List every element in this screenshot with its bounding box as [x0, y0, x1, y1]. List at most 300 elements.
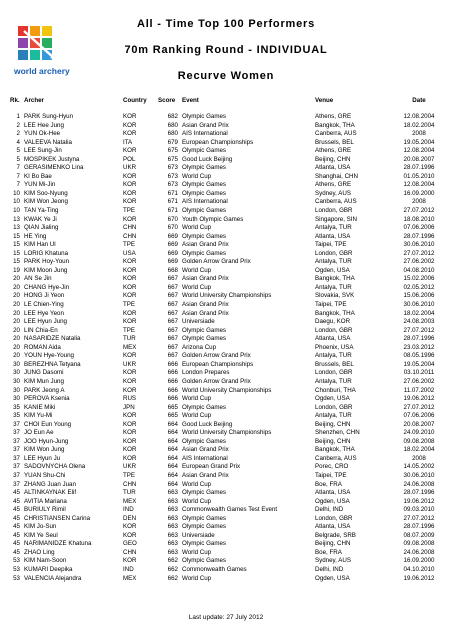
cell-venue: London, GBR: [315, 369, 353, 377]
cell-rank: 13: [13, 215, 20, 223]
table-row: [0, 301, 452, 310]
cell-archer: JUNG Dasomi: [24, 369, 64, 377]
last-update-footer: Last update: 27 July 2012: [188, 614, 264, 621]
cell-date: 08.05.1996: [403, 352, 435, 360]
cell-score: 671: [167, 198, 178, 206]
cell-event: European Championships: [182, 360, 254, 368]
cell-date: 28.07.1996: [403, 523, 435, 531]
cell-event: Universiade: [182, 318, 215, 326]
cell-archer: YUN Mi-Jin: [24, 181, 56, 189]
table-row: [0, 446, 452, 455]
cell-date: 28.07.1996: [403, 232, 435, 240]
table-row: [0, 421, 452, 430]
table-row: [0, 216, 452, 225]
cell-score: 664: [167, 471, 178, 479]
cell-country: KOR: [123, 258, 137, 266]
cell-date: 23.03.2012: [403, 343, 435, 351]
cell-venue: Phoenix, USA: [315, 343, 354, 351]
cell-venue: Atlanta, USA: [315, 489, 351, 497]
cell-venue: Athens, GRE: [315, 181, 352, 189]
cell-event: European Grand Prix: [182, 463, 241, 471]
cell-score: 662: [167, 565, 178, 573]
cell-date: 30.06.2010: [403, 471, 435, 479]
cell-event: Arizona Cup: [182, 343, 217, 351]
cell-date: 07.06.2006: [403, 224, 435, 232]
cell-archer: ALTINKAYNAK Elif: [24, 489, 77, 497]
cell-rank: 20: [13, 275, 20, 283]
cell-archer: KIM Won Jeong: [24, 198, 68, 206]
cell-score: 664: [167, 437, 178, 445]
cell-venue: Antalya, TUR: [315, 258, 352, 266]
cell-date: 16.09.2000: [403, 189, 435, 197]
cell-score: 669: [167, 241, 178, 249]
cell-date: 01.05.2010: [403, 172, 435, 180]
cell-venue: Ogden, USA: [315, 497, 350, 505]
cell-country: KOR: [123, 266, 137, 274]
cell-event: Golden Arrow Grand Prix: [182, 377, 251, 385]
cell-venue: Beijing, CHN: [315, 155, 351, 163]
column-header-score: Score: [158, 97, 176, 104]
table-row: [0, 463, 452, 472]
table-row: [0, 241, 452, 250]
cell-archer: CHOI Eun Young: [24, 420, 72, 428]
cell-event: World University Championships: [182, 386, 272, 394]
cell-venue: Taipei, TPE: [315, 241, 347, 249]
cell-archer: KIM Nam-Soon: [24, 557, 67, 565]
cell-archer: JOO Hyun-Jung: [24, 437, 69, 445]
cell-venue: Delhi, IND: [315, 506, 344, 514]
cell-score: 667: [167, 343, 178, 351]
cell-rank: 37: [13, 454, 20, 462]
cell-country: CHN: [123, 480, 137, 488]
cell-archer: HONG Ji Yeon: [24, 292, 65, 300]
cell-archer: PARK Jeong A: [24, 386, 65, 394]
cell-rank: 37: [13, 480, 20, 488]
table-row: [0, 489, 452, 498]
cell-archer: LE Chien-Ying: [24, 301, 64, 309]
cell-archer: QIAN Jialing: [24, 224, 59, 232]
cell-venue: London, GBR: [315, 326, 353, 334]
cell-event: London Prepares: [182, 369, 230, 377]
cell-score: 664: [167, 454, 178, 462]
cell-venue: London, GBR: [315, 207, 353, 215]
cell-archer: CHANG Hye-Jin: [24, 283, 70, 291]
cell-score: 663: [167, 514, 178, 522]
cell-event: Asian Grand Prix: [182, 446, 229, 454]
cell-archer: VALEEVA Natalia: [24, 138, 72, 146]
cell-event: Olympic Games: [182, 403, 227, 411]
cell-venue: Atlanta, USA: [315, 523, 351, 531]
cell-country: KOR: [123, 198, 137, 206]
cell-country: KOR: [123, 181, 137, 189]
cell-rank: 10: [13, 189, 20, 197]
cell-venue: Athens, GRE: [315, 113, 352, 120]
cell-event: Good Luck Beijing: [182, 155, 233, 163]
cell-date: 18.02.2004: [403, 446, 435, 454]
table-row: [0, 224, 452, 233]
cell-event: Commonwealth Games Test Event: [182, 506, 278, 514]
cell-event: World Cup: [182, 224, 212, 232]
cell-date: 20.08.2007: [403, 420, 435, 428]
cell-date: 09.08.2008: [403, 540, 435, 548]
cell-date: 2008: [412, 454, 426, 462]
table-row: [0, 258, 452, 267]
table-row: [0, 284, 452, 293]
cell-rank: 2: [16, 130, 20, 138]
cell-event: World University Championships: [182, 429, 272, 437]
logo-text: world archery: [14, 66, 70, 76]
cell-score: 664: [167, 429, 178, 437]
cell-archer: YUAN Shu-Chi: [24, 471, 66, 479]
cell-archer: ROMAN Aida: [24, 343, 61, 351]
cell-rank: 37: [13, 437, 20, 445]
cell-archer: KIM Moon Jung: [24, 266, 68, 274]
cell-date: 24.09.2010: [403, 429, 435, 437]
cell-date: 14.05.2002: [403, 463, 435, 471]
cell-score: 668: [167, 266, 178, 274]
cell-score: 662: [167, 574, 178, 582]
cell-archer: LEE Hyun Jung: [24, 318, 67, 326]
table-row: [0, 395, 452, 404]
cell-rank: 37: [13, 446, 20, 454]
cell-venue: Beijing, CHN: [315, 540, 351, 548]
cell-date: 27.07.2012: [403, 249, 435, 257]
cell-country: IND: [123, 506, 134, 514]
cell-country: TPE: [123, 241, 136, 249]
cell-venue: London, GBR: [315, 403, 353, 411]
table-row: [0, 275, 452, 284]
cell-country: USA: [123, 249, 136, 257]
cell-country: TUR: [123, 335, 136, 343]
cell-score: 667: [167, 318, 178, 326]
table-row: [0, 352, 452, 361]
cell-archer: ZHANG Juan Juan: [24, 480, 76, 488]
cell-event: Good Luck Beijing: [182, 420, 233, 428]
cell-rank: 30: [13, 386, 20, 394]
cell-score: 664: [167, 446, 178, 454]
cell-rank: 45: [13, 548, 20, 556]
cell-event: Olympic Games: [182, 113, 227, 120]
cell-score: 667: [167, 275, 178, 283]
cell-venue: London, GBR: [315, 514, 353, 522]
cell-event: Asian Grand Prix: [182, 301, 229, 309]
cell-date: 24.06.2008: [403, 548, 435, 556]
cell-venue: London, GBR: [315, 249, 353, 257]
table-row: [0, 173, 452, 182]
cell-venue: Beijing, CHN: [315, 420, 351, 428]
cell-score: 665: [167, 403, 178, 411]
cell-venue: Canberra, AUS: [315, 198, 357, 206]
cell-rank: 37: [13, 471, 20, 479]
cell-score: 673: [167, 164, 178, 172]
cell-venue: Slovakia, SVK: [315, 292, 355, 300]
cell-country: KOR: [123, 283, 137, 291]
cell-country: TUR: [123, 489, 136, 497]
column-header-rank: Rk.: [10, 97, 20, 104]
cell-rank: 7: [16, 172, 20, 180]
cell-event: Olympic Games: [182, 514, 227, 522]
cell-country: KOR: [123, 386, 137, 394]
rankings-table-body: [0, 113, 452, 583]
cell-date: 07.06.2006: [403, 412, 435, 420]
cell-country: KOR: [123, 215, 137, 223]
cell-archer: KIM Yu-Mi: [24, 412, 53, 420]
cell-archer: VALENCIA Alejandra: [24, 574, 82, 582]
cell-event: Universiade: [182, 531, 215, 539]
cell-rank: 53: [13, 565, 20, 573]
cell-event: World University Championships: [182, 292, 272, 300]
cell-score: 666: [167, 386, 178, 394]
cell-archer: YOUN Hye-Young: [24, 352, 74, 360]
cell-date: 2008: [412, 198, 426, 206]
cell-rank: 10: [13, 207, 20, 215]
cell-score: 680: [167, 130, 178, 138]
cell-venue: Daegu, KOR: [315, 318, 351, 326]
cell-rank: 45: [13, 540, 20, 548]
cell-archer: BEREZHNA Tetyana: [24, 360, 81, 368]
cell-country: POL: [123, 155, 136, 163]
table-row: [0, 378, 452, 387]
cell-score: 666: [167, 369, 178, 377]
cell-event: World Cup: [182, 574, 212, 582]
cell-event: World Cup: [182, 497, 212, 505]
cell-score: 663: [167, 489, 178, 497]
cell-rank: 15: [13, 241, 20, 249]
cell-country: CHN: [123, 548, 137, 556]
cell-archer: KIM Mun Jung: [24, 377, 64, 385]
table-row: [0, 139, 452, 148]
cell-country: UKR: [123, 463, 137, 471]
cell-country: CHN: [123, 224, 137, 232]
cell-archer: SADOVNYCHA Olena: [24, 463, 86, 471]
cell-country: KOR: [123, 454, 137, 462]
category-title: Recurve Women: [177, 70, 275, 82]
table-row: [0, 147, 452, 156]
cell-date: 28.07.1996: [403, 335, 435, 343]
cell-country: TPE: [123, 326, 136, 334]
cell-event: Asian Grand Prix: [182, 471, 229, 479]
cell-event: Olympic Games: [182, 437, 227, 445]
cell-archer: LEE Hee Jung: [24, 121, 64, 129]
cell-archer: LEE Hyun Ju: [24, 454, 61, 462]
cell-date: 28.07.1996: [403, 489, 435, 497]
cell-rank: 20: [13, 326, 20, 334]
cell-event: Olympic Games: [182, 523, 227, 531]
cell-venue: Beijing, CHN: [315, 437, 351, 445]
cell-rank: 20: [13, 301, 20, 309]
cell-score: 675: [167, 147, 178, 155]
cell-rank: 30: [13, 369, 20, 377]
cell-date: 12.08.2004: [403, 181, 435, 189]
cell-country: TPE: [123, 471, 136, 479]
cell-archer: LORIG Khatuna: [24, 249, 69, 257]
cell-archer: HE Ying: [24, 232, 47, 240]
table-row: [0, 566, 452, 575]
cell-archer: JO Eun Ae: [24, 429, 54, 437]
cell-date: 12.08.2004: [403, 113, 435, 120]
table-row: [0, 344, 452, 353]
cell-rank: 10: [13, 198, 20, 206]
cell-country: KOR: [123, 412, 137, 420]
cell-archer: GERASIMENKO Lina: [24, 164, 84, 172]
table-row: [0, 540, 452, 549]
table-row: [0, 292, 452, 301]
cell-rank: 53: [13, 557, 20, 565]
cell-rank: 45: [13, 514, 20, 522]
cell-date: 24.08.2003: [403, 318, 435, 326]
table-row: [0, 515, 452, 524]
cell-archer: PARK Sung-Hyun: [24, 113, 74, 120]
cell-country: KOR: [123, 189, 137, 197]
cell-event: Olympic Games: [182, 335, 227, 343]
cell-rank: 45: [13, 497, 20, 505]
cell-rank: 20: [13, 343, 20, 351]
table-row: [0, 532, 452, 541]
table-row: [0, 130, 452, 139]
cell-score: 680: [167, 121, 178, 129]
table-row: [0, 122, 452, 131]
cell-rank: 5: [16, 155, 20, 163]
cell-rank: 1: [16, 113, 20, 120]
cell-archer: YUN Ok-Hee: [24, 130, 61, 138]
cell-venue: Antalya, TUR: [315, 412, 352, 420]
cell-event: Commonwealth Games: [182, 565, 247, 573]
table-row: [0, 156, 452, 165]
table-row: [0, 404, 452, 413]
cell-country: KOR: [123, 275, 137, 283]
cell-date: 09.08.2008: [403, 437, 435, 445]
table-row: [0, 198, 452, 207]
cell-event: Olympic Games: [182, 164, 227, 172]
cell-rank: 20: [13, 335, 20, 343]
cell-venue: Boe, FRA: [315, 548, 342, 556]
cell-event: Golden Arrow Grand Prix: [182, 352, 251, 360]
cell-country: KOR: [123, 309, 137, 317]
cell-score: 666: [167, 360, 178, 368]
cell-event: Olympic Games: [182, 249, 227, 257]
cell-venue: Antalya, TUR: [315, 283, 352, 291]
cell-venue: Delhi, IND: [315, 565, 344, 573]
cell-date: 30.06.2010: [403, 301, 435, 309]
cell-archer: KUMARI Deepika: [24, 565, 73, 573]
cell-event: Asian Grand Prix: [182, 275, 229, 283]
table-row: [0, 267, 452, 276]
cell-date: 11.07.2002: [403, 386, 435, 394]
cell-venue: Taipei, TPE: [315, 471, 347, 479]
cell-rank: 37: [13, 429, 20, 437]
cell-rank: 20: [13, 318, 20, 326]
cell-rank: 15: [13, 258, 20, 266]
cell-venue: Canberra, AUS: [315, 454, 357, 462]
cell-event: Olympic Games: [182, 189, 227, 197]
cell-archer: CHRISTIANSEN Carina: [24, 514, 91, 522]
table-row: [0, 575, 452, 584]
cell-venue: Sydney, AUS: [315, 557, 351, 565]
cell-venue: Atlanta, USA: [315, 164, 351, 172]
table-row: [0, 506, 452, 515]
cell-venue: Antalya, TUR: [315, 224, 352, 232]
cell-date: 18.02.2004: [403, 309, 435, 317]
cell-rank: 45: [13, 506, 20, 514]
cell-venue: Brussels, BEL: [315, 138, 354, 146]
cell-event: World Cup: [182, 395, 212, 403]
cell-rank: 19: [13, 266, 20, 274]
cell-venue: Bangkok, THA: [315, 121, 355, 129]
cell-score: 669: [167, 232, 178, 240]
cell-country: DEN: [123, 514, 137, 522]
cell-country: MEX: [123, 574, 137, 582]
cell-score: 679: [167, 138, 178, 146]
column-header-date: Date: [412, 97, 426, 104]
cell-event: AIS International: [182, 454, 228, 462]
cell-score: 671: [167, 207, 178, 215]
page-title: All - Time Top 100 Performers: [136, 18, 316, 30]
cell-event: AIS International: [182, 130, 228, 138]
table-row: [0, 481, 452, 490]
cell-date: 02.05.2012: [403, 283, 435, 291]
table-row: [0, 557, 452, 566]
cell-score: 666: [167, 377, 178, 385]
cell-venue: Athens, GRE: [315, 147, 352, 155]
cell-venue: Sydney, AUS: [315, 189, 351, 197]
cell-country: CHN: [123, 232, 137, 240]
table-row: [0, 113, 452, 122]
table-header: [0, 97, 452, 108]
cell-archer: KWAK Ye Ji: [24, 215, 57, 223]
cell-score: 664: [167, 463, 178, 471]
cell-country: KOR: [123, 352, 137, 360]
cell-archer: KIM Jo-Sun: [24, 523, 57, 531]
cell-rank: 5: [16, 147, 20, 155]
cell-archer: KANIE Miki: [24, 403, 56, 411]
cell-country: TPE: [123, 301, 136, 309]
cell-score: 663: [167, 523, 178, 531]
cell-event: Olympic Games: [182, 489, 227, 497]
table-row: [0, 327, 452, 336]
cell-venue: Ogden, USA: [315, 395, 350, 403]
cell-date: 20.08.2007: [403, 155, 435, 163]
cell-event: Olympic Games: [182, 557, 227, 565]
cell-date: 03.10.2011: [403, 369, 435, 377]
cell-venue: Shanghai, CHN: [315, 172, 358, 180]
cell-archer: KIM Soo-Nyung: [24, 189, 68, 197]
cell-archer: KIM Han Ul: [24, 241, 56, 249]
cell-event: Olympic Games: [182, 326, 227, 334]
table-row: [0, 233, 452, 242]
table-row: [0, 549, 452, 558]
cell-score: 682: [167, 113, 178, 120]
cell-date: 15.02.2006: [403, 275, 435, 283]
cell-date: 27.07.2012: [403, 207, 435, 215]
cell-rank: 35: [13, 403, 20, 411]
cell-date: 09.03.2010: [403, 506, 435, 514]
cell-venue: Bangkok, THA: [315, 309, 355, 317]
cell-country: KOR: [123, 429, 137, 437]
cell-event: World Cup: [182, 548, 212, 556]
cell-score: 667: [167, 309, 178, 317]
cell-venue: Bangkok, THA: [315, 275, 355, 283]
cell-date: 19.05.2004: [403, 138, 435, 146]
cell-date: 27.07.2012: [403, 514, 435, 522]
cell-archer: AVITIA Mariana: [24, 497, 67, 505]
cell-venue: Chonburi, THA: [315, 386, 356, 394]
cell-venue: Antalya, TUR: [315, 352, 352, 360]
cell-date: 30.06.2010: [403, 241, 435, 249]
cell-country: KOR: [123, 446, 137, 454]
cell-rank: 30: [13, 377, 20, 385]
table-row: [0, 190, 452, 199]
cell-venue: Antalya, TUR: [315, 377, 352, 385]
